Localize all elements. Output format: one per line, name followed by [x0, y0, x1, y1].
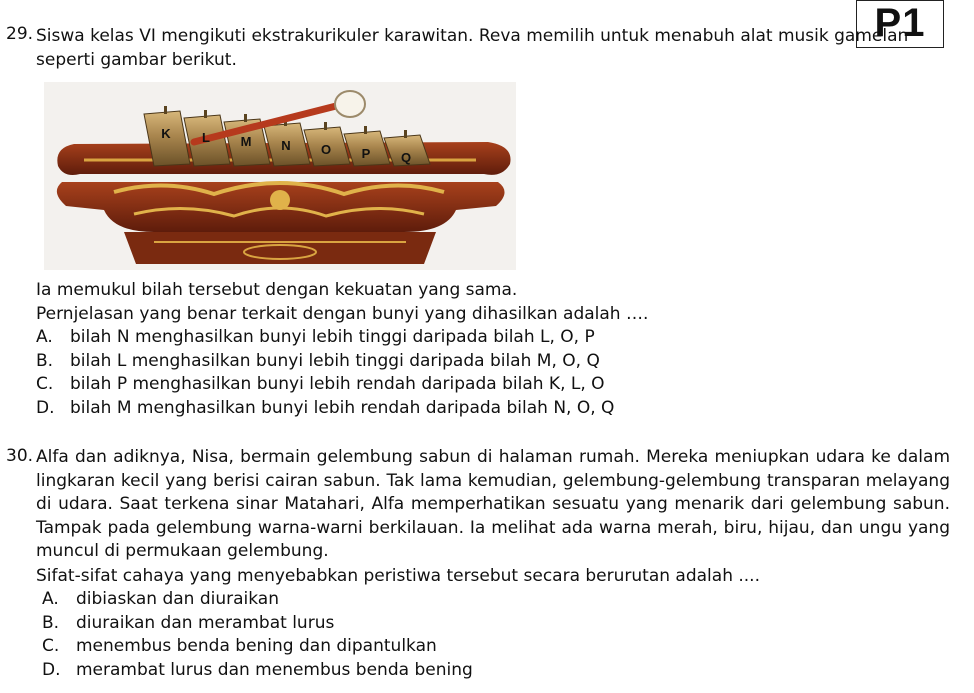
- bar-peg: [324, 122, 327, 130]
- bar-label-m: M: [240, 134, 252, 149]
- option-d[interactable]: D. bilah M menghasilkan bunyi lebih rendah daripada bilah N, O, Q: [36, 397, 615, 418]
- option-c[interactable]: C. menembus benda bening dan dipantulkan: [42, 636, 437, 657]
- question-30: [6, 446, 950, 682]
- bar-label-n: N: [281, 138, 291, 153]
- option-a[interactable]: A. dibiaskan dan diuraikan: [42, 588, 279, 609]
- option-b[interactable]: B. diuraikan dan merambat lurus: [42, 612, 335, 633]
- option-d[interactable]: D. merambat lurus dan menembus benda bening: [42, 659, 473, 680]
- bar-label-q: Q: [400, 150, 412, 165]
- question-text-line-1: Siswa kelas VI mengikuti ekstrakurikuler karawitan. Reva memilih untuk menabuh alat musik gamelan: [36, 26, 909, 46]
- gamelan-image: [44, 82, 516, 270]
- option-b[interactable]: B. bilah L menghasilkan bunyi lebih tinggi daripada bilah M, O, Q: [36, 350, 600, 371]
- options-29: [36, 326, 950, 420]
- bar-label-o: O: [320, 142, 332, 157]
- bar-peg: [244, 114, 247, 122]
- option-c[interactable]: C. bilah P menghasilkan bunyi lebih rendah daripada bilah K, L, O: [36, 374, 605, 395]
- option-a[interactable]: A. bilah N menghasilkan bunyi lebih tinggi daripada bilah L, O, P: [36, 327, 595, 347]
- question-text-line-4: Pernjelasan yang benar terkait dengan bunyi yang dihasilkan adalah ….: [36, 304, 649, 324]
- bar-peg: [364, 126, 367, 134]
- question-text-line-2: seperti gambar berikut.: [36, 50, 237, 70]
- question-paragraph: Alfa dan adiknya, Nisa, bermain gelembung sabun di halaman rumah. Mereka meniupkan udara ke dalam lingkaran kecil yang berisi cairan sabun. Tak lama kemudian, gelembung-gelembung transparan melayang di udara. Saat terkena sinar Matahari, Alfa memperhatikan sesuatu yang menarik dari gelembung sabun. Tampak pada gelembung warna-warni berkilauan. Ia melihat ada warna merah, biru, hijau, dan ungu yang muncul di permukaan gelembung.: [36, 447, 950, 562]
- question-number: 29.: [6, 24, 34, 44]
- mallet-head: [335, 91, 365, 117]
- options-30: [42, 588, 950, 682]
- page-badge: P1: [856, 0, 944, 48]
- question-29: [6, 24, 950, 420]
- question-text-line-3: Ia memukul bilah tersebut dengan kekuatan yang sama.: [36, 280, 518, 300]
- bar-peg: [204, 110, 207, 118]
- center-flower: [270, 190, 290, 210]
- question-number: 30.: [6, 446, 34, 466]
- bar-label-l: L: [202, 130, 210, 145]
- bar-peg: [404, 130, 407, 138]
- bar-label-k: K: [161, 126, 171, 141]
- bar-label-p: P: [361, 146, 371, 161]
- bar-peg: [164, 106, 167, 114]
- question-prompt: Sifat-sifat cahaya yang menyebabkan peristiwa tersebut secara berurutan adalah ....: [36, 565, 760, 586]
